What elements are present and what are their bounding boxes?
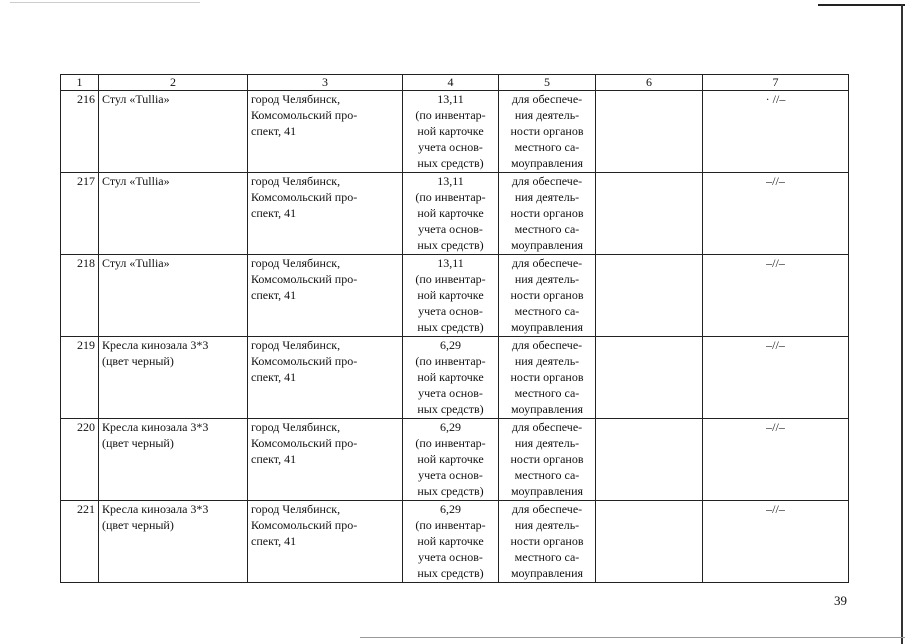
row-number-cell: 219 xyxy=(61,337,99,419)
address-line: город Челябинск, xyxy=(251,256,341,270)
purpose-cell xyxy=(499,255,596,337)
purpose-line: для обеспече- xyxy=(511,338,583,352)
purpose-line: моуправления xyxy=(510,402,584,416)
value-line: (по инвентар- xyxy=(415,272,486,286)
column-7-cell: –//– xyxy=(703,337,849,419)
address-line: спект, 41 xyxy=(251,370,297,384)
value-line: 6,29 xyxy=(440,502,461,516)
value-line: (по инвентар- xyxy=(415,354,486,368)
item-name-cell xyxy=(99,337,248,419)
item-name-cell xyxy=(99,91,248,173)
value-line: ной карточке xyxy=(417,370,484,384)
value-cell xyxy=(403,173,499,255)
column-header: 4 xyxy=(403,75,499,91)
value-line: ных средств) xyxy=(417,484,484,498)
scan-border-line xyxy=(818,4,905,6)
page-number: 39 xyxy=(834,593,847,608)
column-6-cell xyxy=(596,419,703,501)
scan-artifact xyxy=(10,2,200,3)
address-cell xyxy=(248,501,403,583)
purpose-line: для обеспече- xyxy=(511,256,583,270)
column-number-row xyxy=(61,75,849,91)
purpose-line: ности органов xyxy=(510,452,584,466)
address-line: город Челябинск, xyxy=(251,338,341,352)
column-7-cell: –//– xyxy=(703,501,849,583)
item-name-cell xyxy=(99,419,248,501)
row-number-cell: 218 xyxy=(61,255,99,337)
column-7-cell: –//– xyxy=(703,419,849,501)
value-line: ных средств) xyxy=(417,238,484,252)
item-name-line: Стул «Tullia» xyxy=(102,174,170,188)
column-header: 6 xyxy=(596,75,703,91)
purpose-line: моуправления xyxy=(510,566,584,580)
value-line: 6,29 xyxy=(440,338,461,352)
value-line: ной карточке xyxy=(417,534,484,548)
address-cell xyxy=(248,337,403,419)
address-line: Комсомольский про- xyxy=(251,518,358,532)
column-7-cell: –//– xyxy=(703,255,849,337)
item-name-line: (цвет черный) xyxy=(102,436,174,450)
purpose-line: для обеспече- xyxy=(511,92,583,106)
purpose-line: ния деятель- xyxy=(514,354,580,368)
item-name-line: Кресла кинозала 3*3 xyxy=(102,420,209,434)
column-header: 5 xyxy=(499,75,596,91)
column-6-cell xyxy=(596,173,703,255)
address-cell xyxy=(248,173,403,255)
row-number-cell: 216 xyxy=(61,91,99,173)
purpose-line: местного са- xyxy=(514,386,580,400)
column-6-cell xyxy=(596,255,703,337)
column-header: 7 xyxy=(703,75,849,91)
purpose-line: местного са- xyxy=(514,304,580,318)
value-line: 13,11 xyxy=(437,256,464,270)
purpose-line: моуправления xyxy=(510,156,584,170)
value-line: учета основ- xyxy=(418,468,483,482)
purpose-line: местного са- xyxy=(514,468,580,482)
value-line: ной карточке xyxy=(417,206,484,220)
address-line: спект, 41 xyxy=(251,534,297,548)
value-line: ных средств) xyxy=(417,156,484,170)
value-line: ной карточке xyxy=(417,124,484,138)
address-line: город Челябинск, xyxy=(251,174,341,188)
value-cell xyxy=(403,255,499,337)
purpose-cell xyxy=(499,501,596,583)
purpose-line: местного са- xyxy=(514,222,580,236)
value-line: (по инвентар- xyxy=(415,108,486,122)
column-7-cell: · //– xyxy=(703,91,849,173)
purpose-line: ности органов xyxy=(510,124,584,138)
table-row xyxy=(61,173,849,255)
table-row xyxy=(61,419,849,501)
purpose-line: ния деятель- xyxy=(514,272,580,286)
value-line: 13,11 xyxy=(437,92,464,106)
value-line: (по инвентар- xyxy=(415,518,486,532)
row-number-cell: 221 xyxy=(61,501,99,583)
item-name-cell xyxy=(99,255,248,337)
value-line: ных средств) xyxy=(417,402,484,416)
address-line: город Челябинск, xyxy=(251,420,341,434)
item-name-line: (цвет черный) xyxy=(102,354,174,368)
item-name-line: Кресла кинозала 3*3 xyxy=(102,502,209,516)
column-header: 2 xyxy=(99,75,248,91)
item-name-cell xyxy=(99,173,248,255)
row-number-cell: 220 xyxy=(61,419,99,501)
item-name-line: Стул «Tullia» xyxy=(102,256,170,270)
purpose-line: моуправления xyxy=(510,238,584,252)
value-line: ной карточке xyxy=(417,452,484,466)
purpose-cell xyxy=(499,173,596,255)
address-line: город Челябинск, xyxy=(251,92,341,106)
address-line: спект, 41 xyxy=(251,124,297,138)
purpose-line: для обеспече- xyxy=(511,502,583,516)
column-6-cell xyxy=(596,91,703,173)
address-cell xyxy=(248,91,403,173)
column-header: 1 xyxy=(61,75,99,91)
purpose-line: для обеспече- xyxy=(511,174,583,188)
column-6-cell xyxy=(596,501,703,583)
value-line: учета основ- xyxy=(418,304,483,318)
row-number-cell: 217 xyxy=(61,173,99,255)
column-header: 3 xyxy=(248,75,403,91)
table-row xyxy=(61,91,849,173)
table-body xyxy=(61,91,849,583)
purpose-cell xyxy=(499,419,596,501)
item-name-line: Стул «Tullia» xyxy=(102,92,170,106)
value-line: (по инвентар- xyxy=(415,436,486,450)
address-line: Комсомольский про- xyxy=(251,190,358,204)
address-cell xyxy=(248,255,403,337)
value-cell xyxy=(403,91,499,173)
value-line: учета основ- xyxy=(418,386,483,400)
property-inventory-table xyxy=(60,74,849,583)
purpose-line: ности органов xyxy=(510,288,584,302)
address-line: спект, 41 xyxy=(251,452,297,466)
value-cell xyxy=(403,337,499,419)
column-7-cell: –//– xyxy=(703,173,849,255)
purpose-line: местного са- xyxy=(514,140,580,154)
purpose-line: ности органов xyxy=(510,534,584,548)
scan-border-line xyxy=(360,637,905,638)
value-line: 13,11 xyxy=(437,174,464,188)
value-line: ных средств) xyxy=(417,320,484,334)
purpose-line: моуправления xyxy=(510,320,584,334)
address-line: спект, 41 xyxy=(251,206,297,220)
value-line: учета основ- xyxy=(418,550,483,564)
address-line: Комсомольский про- xyxy=(251,108,358,122)
address-cell xyxy=(248,419,403,501)
column-6-cell xyxy=(596,337,703,419)
value-cell xyxy=(403,419,499,501)
scan-border-line xyxy=(901,4,903,644)
address-line: город Челябинск, xyxy=(251,502,341,516)
purpose-line: моуправления xyxy=(510,484,584,498)
address-line: спект, 41 xyxy=(251,288,297,302)
purpose-line: ния деятель- xyxy=(514,436,580,450)
purpose-line: ния деятель- xyxy=(514,518,580,532)
value-line: 6,29 xyxy=(440,420,461,434)
purpose-line: ности органов xyxy=(510,370,584,384)
value-line: учета основ- xyxy=(418,222,483,236)
purpose-line: ния деятель- xyxy=(514,108,580,122)
purpose-line: местного са- xyxy=(514,550,580,564)
value-line: (по инвентар- xyxy=(415,190,486,204)
value-line: ных средств) xyxy=(417,566,484,580)
table-row xyxy=(61,501,849,583)
item-name-line: (цвет черный) xyxy=(102,518,174,532)
item-name-line: Кресла кинозала 3*3 xyxy=(102,338,209,352)
purpose-line: для обеспече- xyxy=(511,420,583,434)
item-name-cell xyxy=(99,501,248,583)
value-line: учета основ- xyxy=(418,140,483,154)
table-row xyxy=(61,255,849,337)
address-line: Комсомольский про- xyxy=(251,436,358,450)
purpose-cell xyxy=(499,337,596,419)
address-line: Комсомольский про- xyxy=(251,354,358,368)
address-line: Комсомольский про- xyxy=(251,272,358,286)
value-line: ной карточке xyxy=(417,288,484,302)
table-row xyxy=(61,337,849,419)
purpose-cell xyxy=(499,91,596,173)
purpose-line: ности органов xyxy=(510,206,584,220)
value-cell xyxy=(403,501,499,583)
purpose-line: ния деятель- xyxy=(514,190,580,204)
